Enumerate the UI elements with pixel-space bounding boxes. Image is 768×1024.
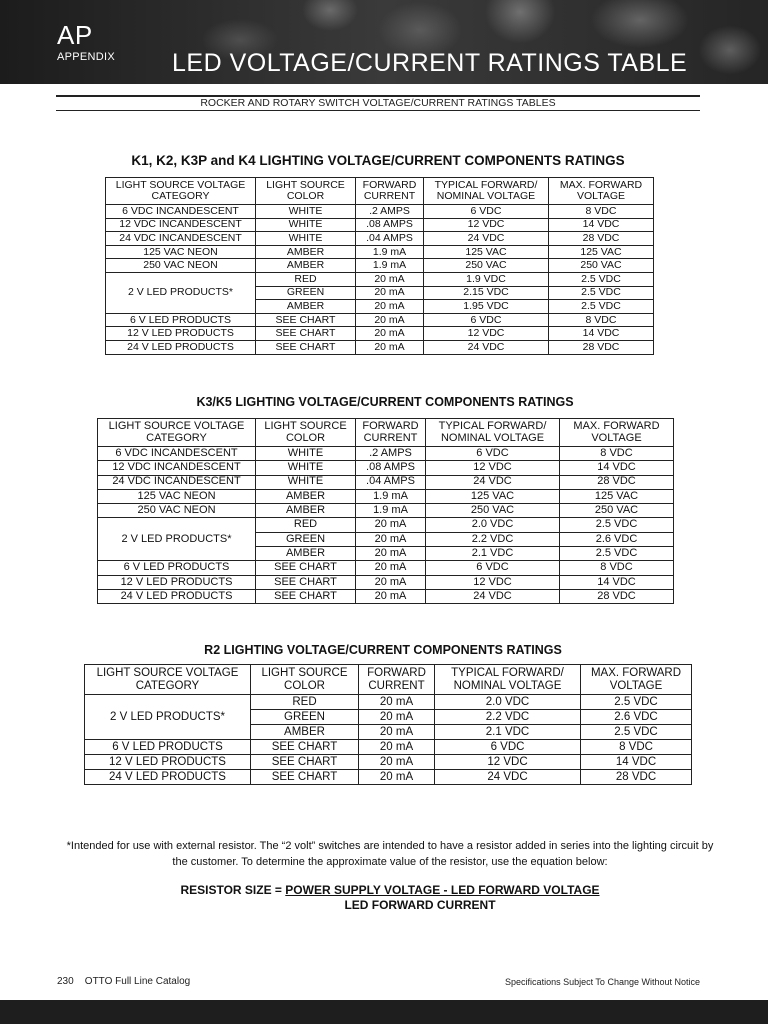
- cell-category: 12 V LED PRODUCTS: [106, 327, 256, 341]
- cell-max-voltage: 28 VDC: [549, 232, 654, 246]
- cell-color: WHITE: [256, 218, 356, 232]
- cell-current: 1.9 mA: [356, 259, 424, 273]
- cell-max-voltage: 28 VDC: [560, 589, 674, 603]
- cell-current: 20 mA: [359, 725, 435, 740]
- cell-typical-voltage: 2.0 VDC: [426, 518, 560, 532]
- cell-category: 12 VDC INCANDESCENT: [98, 461, 256, 475]
- cell-category: 125 VAC NEON: [106, 245, 256, 259]
- cell-max-voltage: 2.6 VDC: [581, 710, 692, 725]
- cell-color: WHITE: [256, 475, 356, 489]
- formula-denominator: LED FORWARD CURRENT: [344, 898, 496, 912]
- cell-max-voltage: 14 VDC: [549, 218, 654, 232]
- subtitle-rule: [56, 110, 700, 111]
- cell-typical-voltage: 125 VAC: [426, 489, 560, 503]
- cell-typical-voltage: 24 VDC: [424, 340, 549, 354]
- cell-max-voltage: 28 VDC: [581, 770, 692, 785]
- cell-color: WHITE: [256, 205, 356, 219]
- cell-typical-voltage: 125 VAC: [424, 245, 549, 259]
- cell-current: 20 mA: [356, 589, 426, 603]
- cell-max-voltage: 28 VDC: [560, 475, 674, 489]
- table-title-r2: R2 LIGHTING VOLTAGE/CURRENT COMPONENTS RATINGS: [204, 643, 562, 657]
- header-max-voltage: MAX. FORWARD VOLTAGE: [549, 178, 654, 205]
- section-code: AP: [57, 20, 93, 50]
- cell-current: 20 mA: [356, 327, 424, 341]
- cell-typical-voltage: 250 VAC: [426, 504, 560, 518]
- cell-color: GREEN: [256, 532, 356, 546]
- cell-current: 20 mA: [359, 755, 435, 770]
- table-row: [98, 589, 674, 603]
- header-max-voltage: MAX. FORWARD VOLTAGE: [581, 665, 692, 695]
- cell-current: .2 AMPS: [356, 205, 424, 219]
- cell-current: .04 AMPS: [356, 232, 424, 246]
- table-row: [106, 272, 654, 286]
- table-row: [98, 504, 674, 518]
- cell-typical-voltage: 6 VDC: [426, 447, 560, 461]
- formula-numerator: POWER SUPPLY VOLTAGE - LED FORWARD VOLTAGE: [285, 883, 600, 897]
- cell-category: 2 V LED PRODUCTS*: [98, 518, 256, 561]
- table-title-k1-k4: K1, K2, K3P and K4 LIGHTING VOLTAGE/CURRENT COMPONENTS RATINGS: [131, 153, 625, 168]
- cell-current: 1.9 mA: [356, 489, 426, 503]
- resistor-formula: [60, 883, 720, 913]
- cell-typical-voltage: 12 VDC: [426, 461, 560, 475]
- cell-typical-voltage: 24 VDC: [435, 770, 581, 785]
- cell-category: 6 V LED PRODUCTS: [98, 561, 256, 575]
- cell-category: 12 V LED PRODUCTS: [85, 755, 251, 770]
- header-category: LIGHT SOURCE VOLTAGE CATEGORY: [106, 178, 256, 205]
- table-row: [106, 340, 654, 354]
- cell-color: RED: [251, 695, 359, 710]
- cell-max-voltage: 2.5 VDC: [549, 300, 654, 314]
- cell-current: .04 AMPS: [356, 475, 426, 489]
- cell-category: 12 VDC INCANDESCENT: [106, 218, 256, 232]
- cell-typical-voltage: 2.1 VDC: [426, 547, 560, 561]
- cell-max-voltage: 250 VAC: [549, 259, 654, 273]
- cell-max-voltage: 14 VDC: [549, 327, 654, 341]
- cell-typical-voltage: 6 VDC: [424, 313, 549, 327]
- bottom-band: [0, 1000, 768, 1024]
- cell-color: SEE CHART: [256, 340, 356, 354]
- table-row: [106, 313, 654, 327]
- table-row: [85, 695, 692, 710]
- resistor-note: *Intended for use with external resistor. The “2 volt” switches are intended to have a resistor added in series into the lighting circuit by the customer. To determine the approximate value of the resistor, use the equation below:: [66, 840, 714, 868]
- header-current: FORWARD CURRENT: [359, 665, 435, 695]
- cell-max-voltage: 125 VAC: [560, 489, 674, 503]
- cell-current: 20 mA: [359, 695, 435, 710]
- cell-current: .08 AMPS: [356, 461, 426, 475]
- footer-page-info: 230 OTTO Full Line Catalog: [57, 976, 191, 987]
- cell-typical-voltage: 12 VDC: [424, 327, 549, 341]
- cell-typical-voltage: 2.2 VDC: [426, 532, 560, 546]
- cell-typical-voltage: 6 VDC: [426, 561, 560, 575]
- cell-max-voltage: 125 VAC: [549, 245, 654, 259]
- cell-color: SEE CHART: [256, 589, 356, 603]
- cell-category: 125 VAC NEON: [98, 489, 256, 503]
- cell-typical-voltage: 12 VDC: [435, 755, 581, 770]
- header-typical-voltage: TYPICAL FORWARD/ NOMINAL VOLTAGE: [424, 178, 549, 205]
- cell-color: AMBER: [256, 504, 356, 518]
- cell-color: WHITE: [256, 447, 356, 461]
- cell-color: AMBER: [256, 489, 356, 503]
- header-color: LIGHT SOURCE COLOR: [256, 178, 356, 205]
- table-row: [85, 740, 692, 755]
- table-row: [98, 561, 674, 575]
- cell-color: SEE CHART: [256, 327, 356, 341]
- ratings-table-k1-k4: [105, 177, 654, 355]
- ratings-table-k3-k5: [97, 418, 674, 604]
- cell-max-voltage: 2.5 VDC: [560, 547, 674, 561]
- cell-typical-voltage: 24 VDC: [426, 475, 560, 489]
- header-category: LIGHT SOURCE VOLTAGE CATEGORY: [98, 419, 256, 447]
- cell-color: SEE CHART: [256, 313, 356, 327]
- table-title-k3-k5: K3/K5 LIGHTING VOLTAGE/CURRENT COMPONENTS RATINGS: [196, 395, 574, 409]
- header-category: LIGHT SOURCE VOLTAGE CATEGORY: [85, 665, 251, 695]
- cell-current: 20 mA: [359, 740, 435, 755]
- table-row: [98, 475, 674, 489]
- cell-typical-voltage: 6 VDC: [424, 205, 549, 219]
- header-typical-voltage: TYPICAL FORWARD/ NOMINAL VOLTAGE: [426, 419, 560, 447]
- cell-category: 24 V LED PRODUCTS: [85, 770, 251, 785]
- table-row: [85, 755, 692, 770]
- cell-current: 20 mA: [359, 710, 435, 725]
- cell-category: 6 V LED PRODUCTS: [106, 313, 256, 327]
- cell-current: 20 mA: [359, 770, 435, 785]
- footer-disclaimer: Specifications Subject To Change Without Notice: [505, 977, 700, 987]
- table-row: [106, 327, 654, 341]
- cell-max-voltage: 8 VDC: [549, 313, 654, 327]
- cell-current: 20 mA: [356, 313, 424, 327]
- cell-typical-voltage: 12 VDC: [424, 218, 549, 232]
- table-row: [85, 770, 692, 785]
- cell-max-voltage: 8 VDC: [560, 561, 674, 575]
- cell-current: 20 mA: [356, 561, 426, 575]
- header-current: FORWARD CURRENT: [356, 419, 426, 447]
- table-row: [106, 232, 654, 246]
- cell-category: 2 V LED PRODUCTS*: [106, 272, 256, 313]
- cell-color: AMBER: [256, 245, 356, 259]
- cell-category: 24 V LED PRODUCTS: [98, 589, 256, 603]
- cell-typical-voltage: 2.0 VDC: [435, 695, 581, 710]
- header-typical-voltage: TYPICAL FORWARD/ NOMINAL VOLTAGE: [435, 665, 581, 695]
- cell-max-voltage: 2.5 VDC: [581, 695, 692, 710]
- cell-typical-voltage: 12 VDC: [426, 575, 560, 589]
- cell-category: 6 VDC INCANDESCENT: [106, 205, 256, 219]
- cell-max-voltage: 2.5 VDC: [549, 272, 654, 286]
- cell-color: SEE CHART: [251, 740, 359, 755]
- cell-max-voltage: 8 VDC: [560, 447, 674, 461]
- cell-current: 20 mA: [356, 300, 424, 314]
- cell-max-voltage: 2.5 VDC: [581, 725, 692, 740]
- cell-category: 24 VDC INCANDESCENT: [106, 232, 256, 246]
- table-row: [98, 489, 674, 503]
- formula-label: RESISTOR SIZE =: [180, 883, 286, 897]
- table-row: [98, 447, 674, 461]
- cell-category: 6 V LED PRODUCTS: [85, 740, 251, 755]
- cell-color: RED: [256, 518, 356, 532]
- cell-typical-voltage: 250 VAC: [424, 259, 549, 273]
- table-row: [106, 245, 654, 259]
- cell-typical-voltage: 6 VDC: [435, 740, 581, 755]
- cell-max-voltage: 2.5 VDC: [549, 286, 654, 300]
- table-row: [106, 205, 654, 219]
- table-row: [98, 461, 674, 475]
- cell-color: AMBER: [256, 259, 356, 273]
- cell-typical-voltage: 2.2 VDC: [435, 710, 581, 725]
- cell-typical-voltage: 24 VDC: [426, 589, 560, 603]
- cell-category: 6 VDC INCANDESCENT: [98, 447, 256, 461]
- cell-color: RED: [256, 272, 356, 286]
- cell-current: 20 mA: [356, 532, 426, 546]
- cell-color: SEE CHART: [251, 770, 359, 785]
- page-header: [0, 0, 768, 84]
- cell-current: 20 mA: [356, 518, 426, 532]
- cell-category: 250 VAC NEON: [98, 504, 256, 518]
- table-row: [98, 575, 674, 589]
- cell-current: 20 mA: [356, 340, 424, 354]
- cell-category: 24 VDC INCANDESCENT: [98, 475, 256, 489]
- cell-current: 20 mA: [356, 272, 424, 286]
- cell-current: 20 mA: [356, 286, 424, 300]
- cell-color: WHITE: [256, 232, 356, 246]
- table-row: [98, 518, 674, 532]
- ratings-table-r2: [84, 664, 692, 785]
- cell-current: 20 mA: [356, 575, 426, 589]
- cell-max-voltage: 8 VDC: [549, 205, 654, 219]
- header-max-voltage: MAX. FORWARD VOLTAGE: [560, 419, 674, 447]
- cell-current: .2 AMPS: [356, 447, 426, 461]
- cell-typical-voltage: 24 VDC: [424, 232, 549, 246]
- cell-max-voltage: 14 VDC: [581, 755, 692, 770]
- cell-color: SEE CHART: [251, 755, 359, 770]
- cell-max-voltage: 2.6 VDC: [560, 532, 674, 546]
- cell-category: 24 V LED PRODUCTS: [106, 340, 256, 354]
- cell-color: GREEN: [251, 710, 359, 725]
- cell-color: GREEN: [256, 286, 356, 300]
- cell-color: SEE CHART: [256, 561, 356, 575]
- cell-max-voltage: 28 VDC: [549, 340, 654, 354]
- table-row: [106, 218, 654, 232]
- cell-current: 1.9 mA: [356, 504, 426, 518]
- cell-max-voltage: 8 VDC: [581, 740, 692, 755]
- cell-max-voltage: 14 VDC: [560, 461, 674, 475]
- cell-color: AMBER: [251, 725, 359, 740]
- section-label: APPENDIX: [57, 51, 116, 63]
- cell-max-voltage: 2.5 VDC: [560, 518, 674, 532]
- header-color: LIGHT SOURCE COLOR: [251, 665, 359, 695]
- cell-category: 2 V LED PRODUCTS*: [85, 695, 251, 740]
- cell-max-voltage: 14 VDC: [560, 575, 674, 589]
- cell-color: WHITE: [256, 461, 356, 475]
- header-color: LIGHT SOURCE COLOR: [256, 419, 356, 447]
- page-title: LED VOLTAGE/CURRENT RATINGS TABLE: [172, 49, 688, 77]
- cell-max-voltage: 250 VAC: [560, 504, 674, 518]
- table-row: [106, 259, 654, 273]
- page-subtitle: ROCKER AND ROTARY SWITCH VOLTAGE/CURRENT RATINGS TABLES: [200, 97, 556, 109]
- cell-category: 250 VAC NEON: [106, 259, 256, 273]
- cell-color: SEE CHART: [256, 575, 356, 589]
- cell-current: 1.9 mA: [356, 245, 424, 259]
- cell-typical-voltage: 1.95 VDC: [424, 300, 549, 314]
- cell-typical-voltage: 2.1 VDC: [435, 725, 581, 740]
- cell-color: AMBER: [256, 300, 356, 314]
- cell-typical-voltage: 1.9 VDC: [424, 272, 549, 286]
- header-current: FORWARD CURRENT: [356, 178, 424, 205]
- cell-current: .08 AMPS: [356, 218, 424, 232]
- cell-color: AMBER: [256, 547, 356, 561]
- cell-typical-voltage: 2.15 VDC: [424, 286, 549, 300]
- cell-category: 12 V LED PRODUCTS: [98, 575, 256, 589]
- cell-current: 20 mA: [356, 547, 426, 561]
